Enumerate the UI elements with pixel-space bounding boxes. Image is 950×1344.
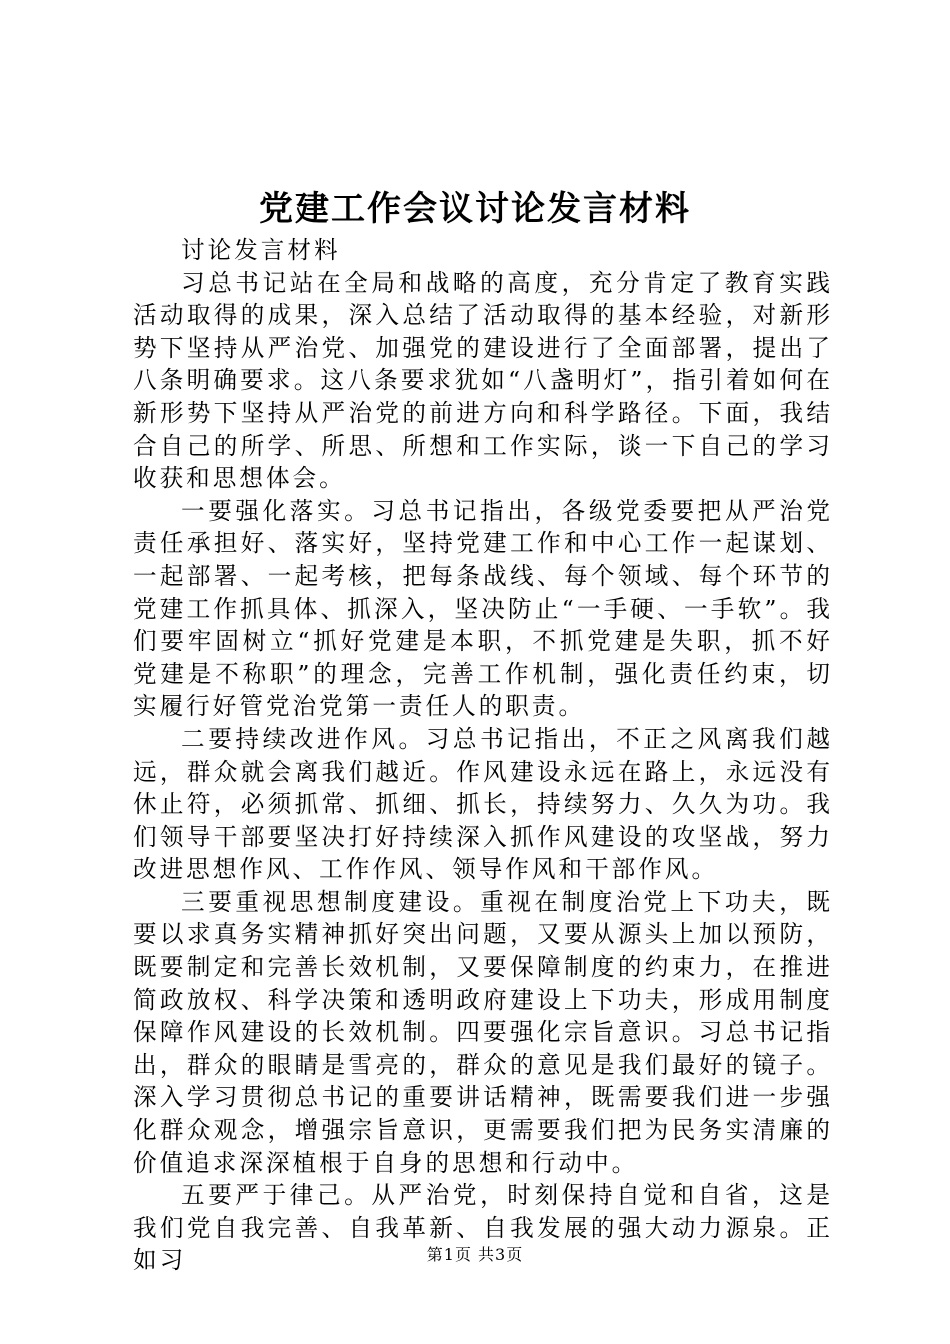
intro-paragraph: 习总书记站在全局和战略的高度，充分肯定了教育实践活动取得的成果，深入总结了活动取得的基本经验，对新形势下坚持从严治党、加强党的建设进行了全面部署，提出了八条明确要求。这八条要求犹如“八盏明灯”，指引着如何在新形势下坚持从严治党的前进方向和科学路径。下面，我结合自己的所学、所思、所想和工作实际，谈一下自己的学习收获和思想体会。 [133,268,833,493]
document-title: 党建工作会议讨论发言材料 [259,189,691,229]
point-five-paragraph: 五要严于律己。从严治党，时刻保持自觉和自省，这是我们党自我完善、自我革新、自我发展的强大动力源泉。正如习 [133,1181,833,1275]
point-two-paragraph: 二要持续改进作风。习总书记指出，不正之风离我们越远，群众就会离我们越近。作风建设永远在路上，永远没有休止符，必须抓常、抓细、抓长，持续努力、久久为功。我们领导干部要坚决打好持续深入抓作风建设的攻坚战，努力改进思想作风、工作作风、领导作风和干部作风。 [133,724,833,884]
subtitle-paragraph: 讨论发言材料 [181,236,341,264]
point-three-four-paragraph: 三要重视思想制度建设。重视在制度治党上下功夫，既要以求真务实精神抓好突出问题，又要从源头上加以预防，既要制定和完善长效机制，又要保障制度的约束力，在推进简政放权、科学决策和透明政府建设上下功夫，形成用制度保障作风建设的长效机制。四要强化宗旨意识。习总书记指出，群众的眼睛是雪亮的，群众的意见是我们最好的镜子。深入学习贯彻总书记的重要讲话精神，既需要我们进一步强化群众观念，增强宗旨意识，更需要我们把为民务实清廉的价值追求深深植根于自身的思想和行动中。 [133,887,833,1177]
document-body [133,234,833,1277]
page-number-footer: 第1页 共3页 [426,1245,524,1264]
point-one-paragraph: 一要强化落实。习总书记指出，各级党委要把从严治党责任承担好、落实好，坚持党建工作和中心工作一起谋划、一起部署、一起考核，把每条战线、每个领域、每个环节的党建工作抓具体、抓深入，坚决防止“一手硬、一手软”。我们要牢固树立“抓好党建是本职，不抓党建是失职，抓不好党建是不称职”的理念，完善工作机制，强化责任约束，切实履行好管党治党第一责任人的职责。 [133,496,833,721]
